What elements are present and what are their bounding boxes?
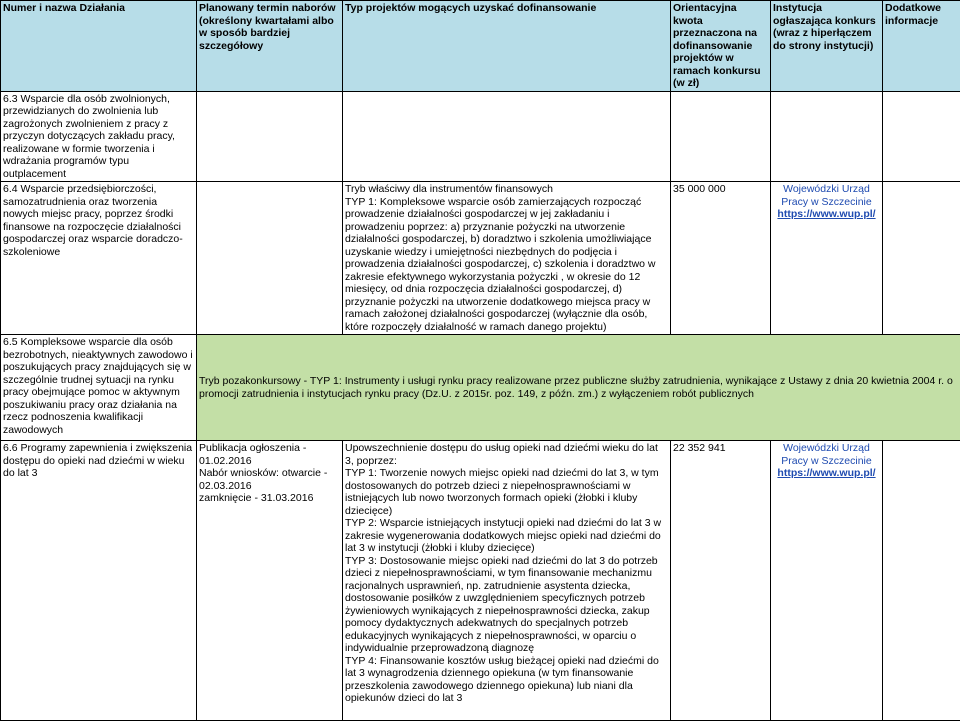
institution-link[interactable]: https://www.wup.pl/ (773, 467, 880, 480)
header-amount: Orientacyjna kwota przeznaczona na dofinansowanie projektów w ramach konkursu (w zł) (671, 1, 771, 92)
header-action-name: Numer i nazwa Działania (1, 1, 197, 92)
info-cell (883, 91, 960, 182)
institution-name[interactable]: Wojewódzki Urząd Pracy w Szczecinie (773, 442, 880, 467)
table-row (1, 441, 960, 721)
table-row (1, 182, 960, 335)
action-name-cell: 6.5 Kompleksowe wsparcie dla osób bezrobotnych, nieaktywnych zawodowo i poszukujących pracy znajdujących się w szczególnie trudnej sytuacji na rynku pracy obejmujące pomoc w aktywnym poszukiwaniu pracy oraz działania na rzecz podnoszenia kwalifikacji zawodowych (1, 335, 197, 441)
table-row (1, 335, 960, 441)
institution-name[interactable]: Wojewódzki Urząd Pracy w Szczecinie (773, 183, 880, 208)
action-name-cell: 6.4 Wsparcie przedsiębiorczości, samozatrudnienia oraz tworzenia nowych miejsc pracy, poprzez środki finansowe na rozpoczęcie działalności gospodarczej oraz wsparcie doradczo-szkoleniowe (1, 182, 197, 335)
header-project-type: Typ projektów mogących uzyskać dofinansowanie (343, 1, 671, 92)
institution-cell (771, 441, 883, 721)
type-cell: Upowszechnienie dostępu do usług opieki nad dziećmi wieku do lat 3, poprzez: TYP 1: Tworzenie nowych miejsc opieki nad dziećmi do lat 3, w tym dostosowanych do potrzeb dzieci z niepełnosprawnościami w istniejących lub nowo tworzonych formach opieki (żłobki i kluby dziecięce) TYP 2: Wsparcie istniejących instytucji opieki nad dziećmi do lat 3 w zakresie wygenerowania dodatkowych miejsc opieki nad dziećmi do lat 3 w instytucji (żłobki i kluby dziecięce) TYP 3: Dostosowanie miejsc opieki nad dziećmi do lat 3 do potrzeb dzieci z niepełnosprawnościami, w tym finansowanie mechanizmu racjonalnych usprawnień, np. zatrudnienie asystenta dziecka, dostosowanie posiłków z uwzględnieniem specyficznych potrzeb żywieniowych wynikających z niepełnosprawności dziecka, zakup pomocy dydaktycznych adekwatnych do specjalnych potrzeb edukacyjnych wynikających z niepełnosprawności, w oparciu o indywidualnie przeprowadzoną diagnozę TYP 4: Finansowanie kosztów usług bieżącej opieki nad dziećmi do lat 3 wynagrodzenia dziennego opiekuna (w tym finansowanie przeszkolenia zawodowego dziennego opiekuna) lub niani dla opiekunów dzieci do lat 3 (343, 441, 671, 721)
header-additional-info: Dodatkowe informacje (883, 1, 960, 92)
header-row (1, 1, 960, 92)
term-cell: Publikacja ogłoszenia - 01.02.2016 Nabór wniosków: otwarcie - 02.03.2016 zamknięcie - 31.03.2016 (197, 441, 343, 721)
table-row (1, 91, 960, 182)
action-name-cell: 6.6 Programy zapewnienia i zwiększenia dostępu do opieki nad dziećmi w wieku do lat 3 (1, 441, 197, 721)
type-cell: Tryb właściwy dla instrumentów finansowych TYP 1: Kompleksowe wsparcie osób zamierzających rozpocząć prowadzenie działalności gospodarczej w jej zakładaniu i prowadzeniu poprzez: a) przyznanie pożyczki na utworzenie działalności gospodarczej, b) doradztwo i szkolenia umożliwiające uzyskanie wiedzy i umiejętności niezbędnych do podjęcia i prowadzenia działalności gospodarczej, c) szkolenia i doradztwo w zakresie efektywnego wykorzystania pożyczki , w okresie do 12 miesięcy, od dnia rozpoczęcia działalności gospodarczej, d) przyznanie pożyczki na utworzenie dodatkowego miejsca pracy w ramach założonej działalności gospodarczej (wyłącznie dla osób, które rozpoczęły działalność w ramach danego projektu) (343, 182, 671, 335)
header-planned-term: Planowany termin naborów (określony kwartałami albo w sposób bardziej szczegółowy (197, 1, 343, 92)
institution-cell (771, 182, 883, 335)
term-cell (197, 91, 343, 182)
amount-cell: 22 352 941 (671, 441, 771, 721)
header-institution: Instytucja ogłaszająca konkurs (wraz z hiperłączem do strony instytucji) (771, 1, 883, 92)
amount-cell (671, 91, 771, 182)
info-cell (883, 441, 960, 721)
institution-link[interactable]: https://www.wup.pl/ (773, 208, 880, 221)
amount-cell: 35 000 000 (671, 182, 771, 335)
action-name-cell: 6.3 Wsparcie dla osób zwolnionych, przewidzianych do zwolnienia lub zagrożonych zwolnieniem z pracy z przyczyn dotyczących zakładu pracy, realizowane w formie tworzenia i wdrażania programów typu outplacement (1, 91, 197, 182)
type-cell (343, 91, 671, 182)
non-competitive-note-cell (197, 335, 960, 441)
term-cell (197, 182, 343, 335)
info-cell (883, 182, 960, 335)
institution-cell (771, 91, 883, 182)
non-competitive-note: Tryb pozakonkursowy - TYP 1: Instrumenty i usługi rynku pracy realizowane przez publiczne służby zatrudnienia, wynikające z Ustawy z dnia 20 kwietnia 2004 r. o promocji zatrudnienia i instytucjach rynku pracy (Dz.U. z 2015r. poz. 149, z późn. zm.) z wyłączeniem robót publicznych (199, 375, 953, 400)
